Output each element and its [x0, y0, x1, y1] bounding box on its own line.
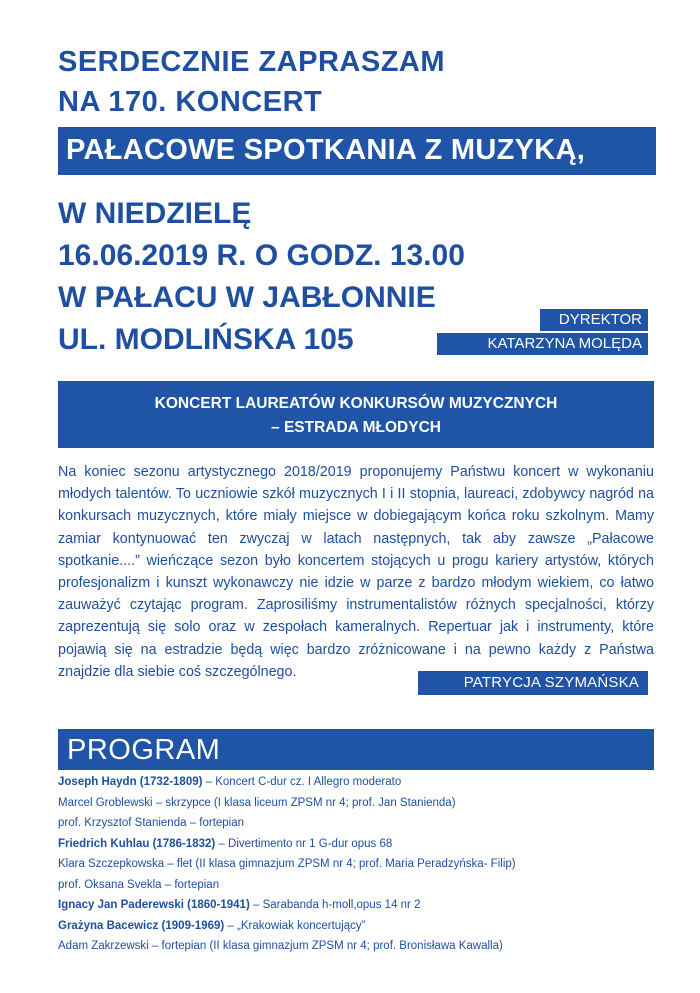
invitation-line-1: SERDECZNIE ZAPRASZAM	[58, 46, 446, 78]
program-line	[58, 854, 658, 875]
program-detail: – Sarabanda h-moll,opus 14 nr 2	[249, 899, 421, 911]
program-line	[58, 895, 658, 916]
program-detail: Adam Zakrzewski – fortepian (II klasa gimnazjum ZPSM nr 4; prof. Bronisława Kawalla)	[58, 940, 503, 952]
program-list	[58, 772, 658, 957]
program-line	[58, 793, 658, 814]
concert-title-line-2: – ESTRADA MŁODYCH	[271, 419, 441, 436]
program-composer: Joseph Haydn (1732-1809)	[58, 776, 203, 788]
program-line	[58, 813, 658, 834]
program-line	[58, 875, 658, 896]
description-text: Na koniec sezonu artystycznego 2018/2019 proponujemy Państwu koncert w wykonaniu młodych talentów. To uczniowie szkół muzycznych I i II stopnia, laureaci, zdobywcy nagród na konkursach muzycznych, które miały miejsce w dobiegającym końca roku szkolnym. Mamy zamiar kontynuować ten zwyczaj w latach następnych, tak aby zawsze „Pałacowe spotkanie....” wieńczące sezon było koncertem stojących u progu kariery artystów, których profesjonalizm i kunszt wykonawczy nie idzie w parze z bardzo młodym wiekiem, co łatwo zauważyć czytając program. Zaprosiliśmy instrumentalistów różnych specjalności, którzy zaprezentują się solo oraz w zespołach kameralnych. Repertuar jak i instrumenty, które pojawią się na estradzie będą więc bardzo zróżnicowane i na pewno każdy z Państwa znajdzie dla siebie coś szczególnego.	[58, 464, 654, 680]
concert-title-line-1: KONCERT LAUREATÓW KONKURSÓW MUZYCZNYCH	[154, 395, 558, 412]
program-detail: prof. Krzysztof Stanienda – fortepian	[58, 817, 245, 829]
program-detail: – „Krakowiak koncertujący”	[224, 919, 366, 932]
program-line	[58, 916, 658, 937]
program-line	[58, 936, 658, 957]
event-datetime: 16.06.2019 R. O GODZ. 13.00	[58, 239, 465, 272]
program-detail: Klara Szczepkowska – flet (II klasa gimnazjum ZPSM nr 4; prof. Maria Peradzyńska- Filip)	[58, 858, 516, 870]
concert-description	[58, 461, 654, 683]
program-line	[58, 834, 658, 855]
director-name: KATARZYNA MOLĘDA	[487, 335, 642, 352]
program-detail: – Koncert C-dur cz. I Allegro moderato	[202, 776, 402, 788]
program-detail: prof. Oksana Svekla – fortepian	[58, 878, 220, 891]
program-heading-bar	[58, 729, 654, 770]
author-name: PATRYCJA SZYMAŃSKA	[463, 674, 639, 691]
invitation-line-2: NA 170. KONCERT	[58, 86, 323, 118]
director-name-bar	[437, 333, 648, 355]
program-line	[58, 772, 658, 793]
program-detail: Marcel Groblewski – skrzypce (I klasa liceum ZPSM nr 4; prof. Jan Stanienda)	[58, 796, 456, 809]
event-street: UL. MODLIŃSKA 105	[58, 323, 354, 356]
event-place: W PAŁACU W JABŁONNIE	[58, 281, 436, 314]
author-bar	[418, 671, 648, 695]
program-composer: Grażyna Bacewicz (1909-1969)	[58, 919, 225, 932]
program-composer: Ignacy Jan Paderewski (1860-1941)	[58, 899, 250, 911]
event-day: W NIEDZIELĘ	[58, 197, 252, 230]
director-title: DYREKTOR	[558, 311, 642, 328]
concert-title-box	[58, 381, 654, 448]
series-title: PAŁACOWE SPOTKANIA Z MUZYKĄ,	[66, 134, 586, 166]
program-composer: Friedrich Kuhlau (1786-1832)	[58, 837, 216, 850]
program-detail: – Divertimento nr 1 G-dur opus 68	[215, 837, 393, 850]
director-title-bar	[540, 309, 648, 331]
program-heading: PROGRAM	[67, 734, 221, 766]
series-title-bar	[58, 127, 656, 175]
